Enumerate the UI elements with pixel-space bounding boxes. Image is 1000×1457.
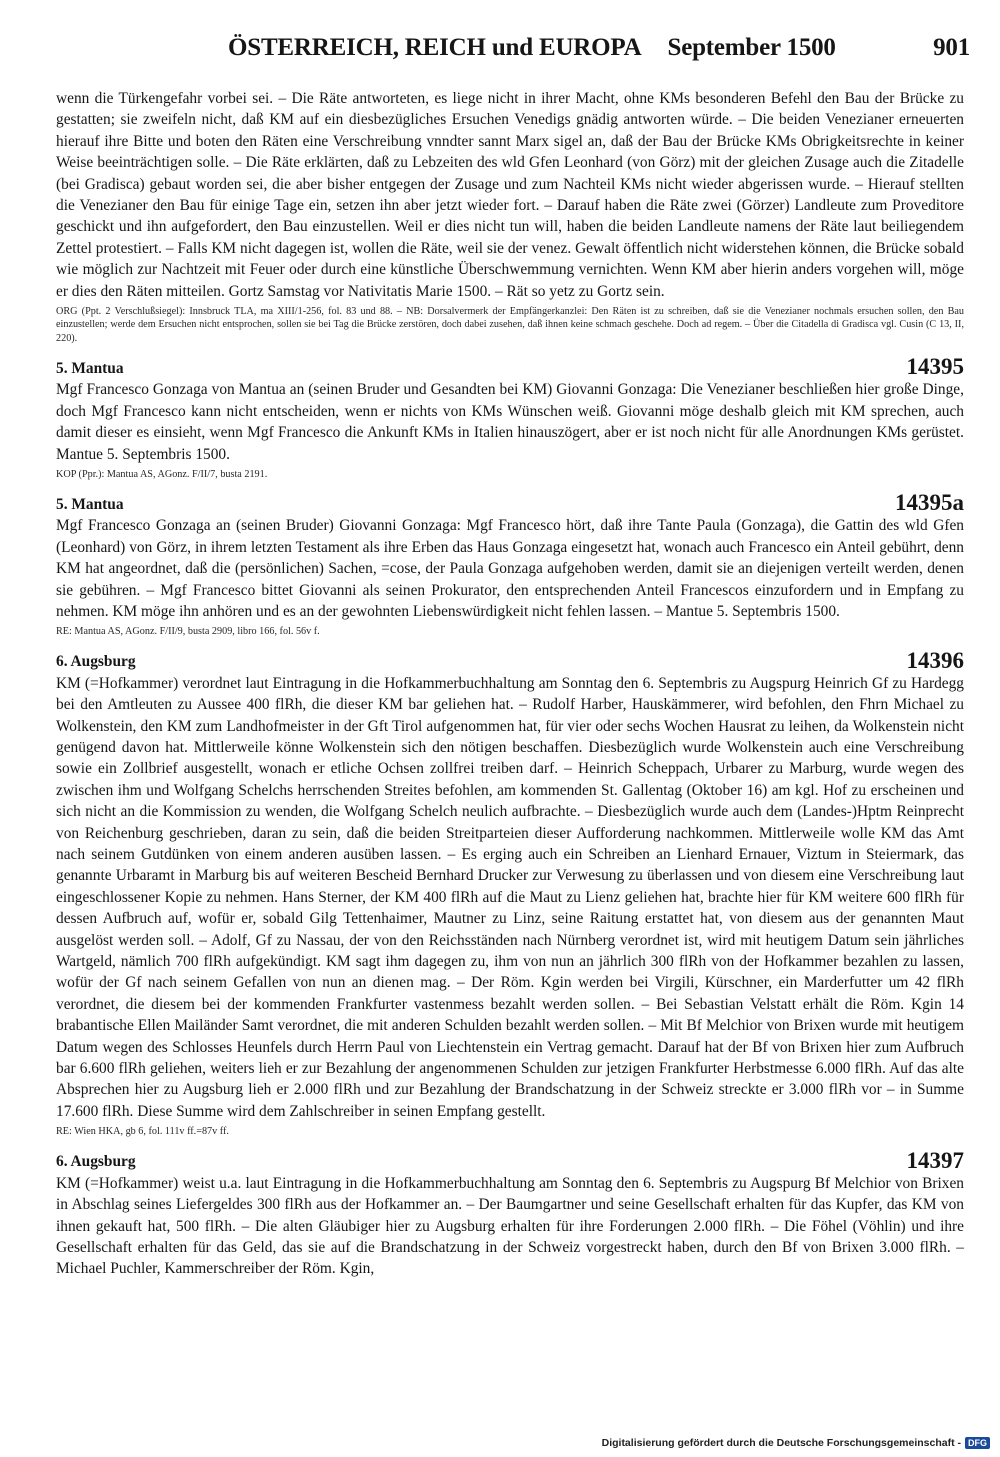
entry-number: 14395: [906, 354, 964, 380]
entry-date-place: 5. Mantua: [56, 495, 124, 513]
entry-14395a: [56, 491, 964, 638]
entry-text: Mgf Francesco Gonzaga an (seinen Bruder) Giovanni Gonzaga: Mgf Francesco hört, daß ihre Tante Paula (Gonzaga), die Gattin des wld Gfen (Leonhard) von Görz, in ihrem letzten Testament als ihre Erben das Haus Gonzaga eingesetzt hat, wonach auch Francesco ein Anteil gebührt, denn KM hat angeordnet, daß die (persönlichen) Sachen, =cose, der Paula Gonzaga aufgehoben werden, damit sie an diejenigen verteilt werden, denen sie gebühren. – Mgf Francesco bittet Giovanni als seinen Prokurator, den entsprechenden Anteil Francescos einzufordern und in Empfang zu nehmen. KM möge ihn anhören und es an der gewohnten Liebenswürdigkeit nicht fehlen lassen. – Mantue 5. Septembris 1500.: [56, 517, 964, 620]
entry-number: 14396: [906, 647, 964, 673]
digitization-footer: [602, 1437, 990, 1449]
entry-heading: [56, 649, 964, 673]
entry-source-note: RE: Wien HKA, gb 6, fol. 111v ff.=87v ff.: [56, 1126, 229, 1138]
intro-paragraph: wenn die Türkengefahr vorbei sei. – Die Räte antworteten, es liege nicht in ihrer Macht, ohne KMs besonderen Befehl den Bau der Brücke zu gestatten; sie zweifeln nicht, daß KM auf ein diesbezügliches Ersuchen Venedigs gnädig antworten würde. – Die beiden Venezianer erneuerten hierauf ihre Bitte und boten den Räten eine Verschreibung vnndter sannt Marx sigel an, daß der Bau der Brücke KMs Obrigkeitsrechte in keiner Weise beeinträchtigen solle. – Die Räte erklärten, daß zu Lebzeiten des wld Gfen Leonhard (von Görz) mit der gleichen Zusage auch die Zitadelle (bei Gradisca) gebaut worden sei, die aber bisher entgegen der Zusage und zum Nachteil KMs nicht wieder abgerissen wurde. – Hierauf stellten die Venezianer den Bau für einige Tage ein, setzen ihn aber jetzt wieder fort. – Darauf haben die Räte zwei (Görzer) Landleute zum Proveditore geschickt und ihn aufgefordert, den Bau einzustellen. Weil er dies nicht tun will, haben die beiden Landleute namens der Räte laut beiliegendem Zettel protestiert. – Falls KM nicht dagegen ist, wollen die Räte, weil sie der venez. Gewalt öffentlich nicht widerstehen können, die Brücke sobald wie möglich zur Nachtzeit mit Feuer oder durch eine künstliche Überschwemmung vernichten. Wenn KM aber hierin anders vorgehen will, möge er dies den Räten mitteilen. Gortz Samstag vor Nativitatis Marie 1500. – Rät so yetz zu Gortz sein.: [56, 90, 964, 300]
entry-text: KM (=Hofkammer) weist u.a. laut Eintragung in die Hofkammerbuchhaltung am Sonntag den 6. Septembris zu Augspurg Bf Melchior von Brixen in Abschlag seines Liefergeldes 300 flRh aus der Hofkammer an. – Der Baumgartner und seine Gesellschaft erhalten für das Kupfer, das KM von ihnen gekauft hat, 500 flRh. – Die alten Gläubiger hier zu Augsburg erhalten für ihre Forderungen 2.000 flRh. – Die Föhel (Vöhlin) und ihre Gesellschaft erhalten für das Geld, das sie auf die Brandschatzung in der Schweiz vorgestreckt haben, durch den Bf von Brixen 3.000 flRh. – Michael Puchler, Kammerschreiber der Röm. Kgin,: [56, 1174, 964, 1278]
entry-heading: [56, 355, 964, 379]
entry-heading: [56, 1149, 964, 1173]
entry-date-place: 6. Augsburg: [56, 1153, 136, 1171]
entry-heading: [56, 491, 964, 515]
entry-14397: [56, 1149, 964, 1280]
page-number: 901: [933, 34, 970, 61]
header-title: ÖSTERREICH, REICH und EUROPA: [228, 34, 642, 61]
entry-number: 14395a: [895, 490, 964, 516]
entry-date-place: 6. Augsburg: [56, 653, 136, 671]
entry-14395: [56, 355, 964, 481]
entry-14396: [56, 649, 964, 1139]
entry-source-note: RE: Mantua AS, AGonz. F/II/9, busta 2909, libro 166, fol. 56v f.: [56, 626, 320, 638]
running-header: [228, 34, 970, 62]
entry-text: KM (=Hofkammer) verordnet laut Eintragung in die Hofkammerbuchhaltung am Sonntag den 6. Septembris zu Augspurg Heinrich Gf zu Hardegg bei den Amtleuten zu Aussee 400 flRh, die dieser KM bar geliehen hat. – Rudolf Harber, Hauskämmerer, wird befohlen, den Fhrn Michael zu Wolkenstein, den KM zum Landhofmeister in der Gft Tirol aufgenommen hat, für vier oder sechs Wochen Hausrat zu leihen, da Wolkenstein nicht genügend davon hat. Mittlerweile könne Wolkenstein sich den nötigen beschaffen. Diesbezüglich wurde Wolkenstein auch eine Verschreibung sowie ein Zollbrief ausgestellt, wonach er etliche Ochsen zollfrei treiben darf. – Heinrich Scheppach, Urbarer zu Marburg, wurde wegen des zwischen ihm und Wolfgang Schelchs herrschenden Streites befohlen, am kommenden St. Gallentag (Oktober 16) am kgl. Hof zu erscheinen und sich nicht an die Kommission zu wenden, die Wolfgang Schelch neulich aufbrachte. – Diesbezüglich wurde auch dem (Landes-)Hptm Reinprecht von Reichenburg geschrieben, daran zu sein, daß die beiden Streitparteien dieser Aufforderung nachkommen. Mittlerweile wolle KM das Amt nach seinem Gutdünken von einem anderen ausüben lassen. – Es erging auch ein Schreiben an Lienhard Ernauer, Viztum in Steiermark, das genannte Urbaramt in Marburg bis auf weiteren Bescheid Bernhard Drucker zur Verwesung zu überlassen und von diesem eine Verschreibung laut eingeschlossener Kopie zu nehmen. Hans Sterner, der KM 400 flRh auf die Maut zu Lienz geliehen hat, brachte hier für KM weitere 600 flRh für dessen Aufbruch auf, wofür er, sobald Gilg Tettenhaimer, Mautner zu Linz, seine Raitung erstattet hat, von diesem aus der genannten Maut ausgelöst werden soll. – Adolf, Gf zu Nassau, der von den Reichsständen nach Nürnberg verordnet ist, wird mit heutigem Datum sein jährliches Wartgeld, nämlich 700 flRh aufgekündigt. KM sagt ihm dagegen zu, ihm von nun an jährlich 300 flRh von der Hofkammer bezahlen zu lassen, wofür der Gf nach seinem Gefallen von nun an dienen mag. – Der Röm. Kgin werden bei Virgili, Kürschner, ein Marderfutter um 42 flRh verordnet, die diesem bei der kommenden Frankfurter vastenmess bezahlt werden sollen. – Bei Sebastian Velstatt erhält die Röm. Kgin 14 brabantische Ellen Mailänder Samt verordnet, die mit anderen Schulden bezahlt werden sollen. – Mit Bf Melchior von Brixen wurde mit heutigem Datum wegen des Schlosses Heunfels durch Herrn Paul von Liechtenstein ein Vertrag gemacht. Darauf hat der Bf von Brixen hier zum Aufbruch bar 6.600 flRh geliehen, weiters lieh er zur Bezahlung der angenommenen Schulden zur jetzigen Frankfurter Herbstmesse 6.000 flRh. Auf das alte Absprechen hier zu Augsburg lieh er 2.000 flRh und zur Bezahlung der Brandschatzung in der Schweiz streckte er 3.000 flRh vor – in Summe 17.600 flRh. Diese Summe wird dem Zahlschreiber in seinen Empfang gestellt.: [56, 674, 964, 1120]
footer-credit-text: Digitalisierung gefördert durch die Deutsche Forschungsgemeinschaft -: [601, 1437, 961, 1449]
header-month: September 1500: [667, 34, 836, 61]
dfg-logo-icon: DFG: [965, 1437, 990, 1449]
entry-date-place: 5. Mantua: [56, 359, 124, 377]
page-content: [56, 88, 964, 1280]
entry-text: Mgf Francesco Gonzaga von Mantua an (seinen Bruder und Gesandten bei KM) Giovanni Gonzaga: Die Venezianer beschließen hier große Dinge, doch Mgf Francesco kann nicht entscheiden, wenn er nichts von KMs Wünschen weiß. Giovanni möge deshalb gleich mit KM sprechen, auch damit dieser es einsieht, wenn Mgf Francesco die Ankunft KMs in Italien hinauszögert, aber er ist noch nicht für alle Anordnungen KMs gerüstet. Mantue 5. Septembris 1500.: [56, 381, 964, 463]
entry-source-note: KOP (Ppr.): Mantua AS, AGonz. F/II/7, busta 2191.: [56, 468, 268, 480]
entry-number: 14397: [906, 1147, 964, 1173]
intro-source-note: ORG (Ppt. 2 Verschlußsiegel): Innsbruck TLA, ma XIII/1-256, fol. 83 und 88. – NB: Dorsalvermerk der Empfängerkanzlei: Den Räten ist zu schreiben, daß sie die Venezianer nochmals ersuchen sollen, den Bau einzustellen; werde dem Ersuchen nicht entsprochen, sollen sie bei Tag die Brücke zerstören, doch dabei zusehen, daß ihnen keine schmach geschehe. Doch ad regem. – Über die Citadella di Gradisca vgl. Cusin (C 13, II, 220).: [56, 306, 964, 344]
